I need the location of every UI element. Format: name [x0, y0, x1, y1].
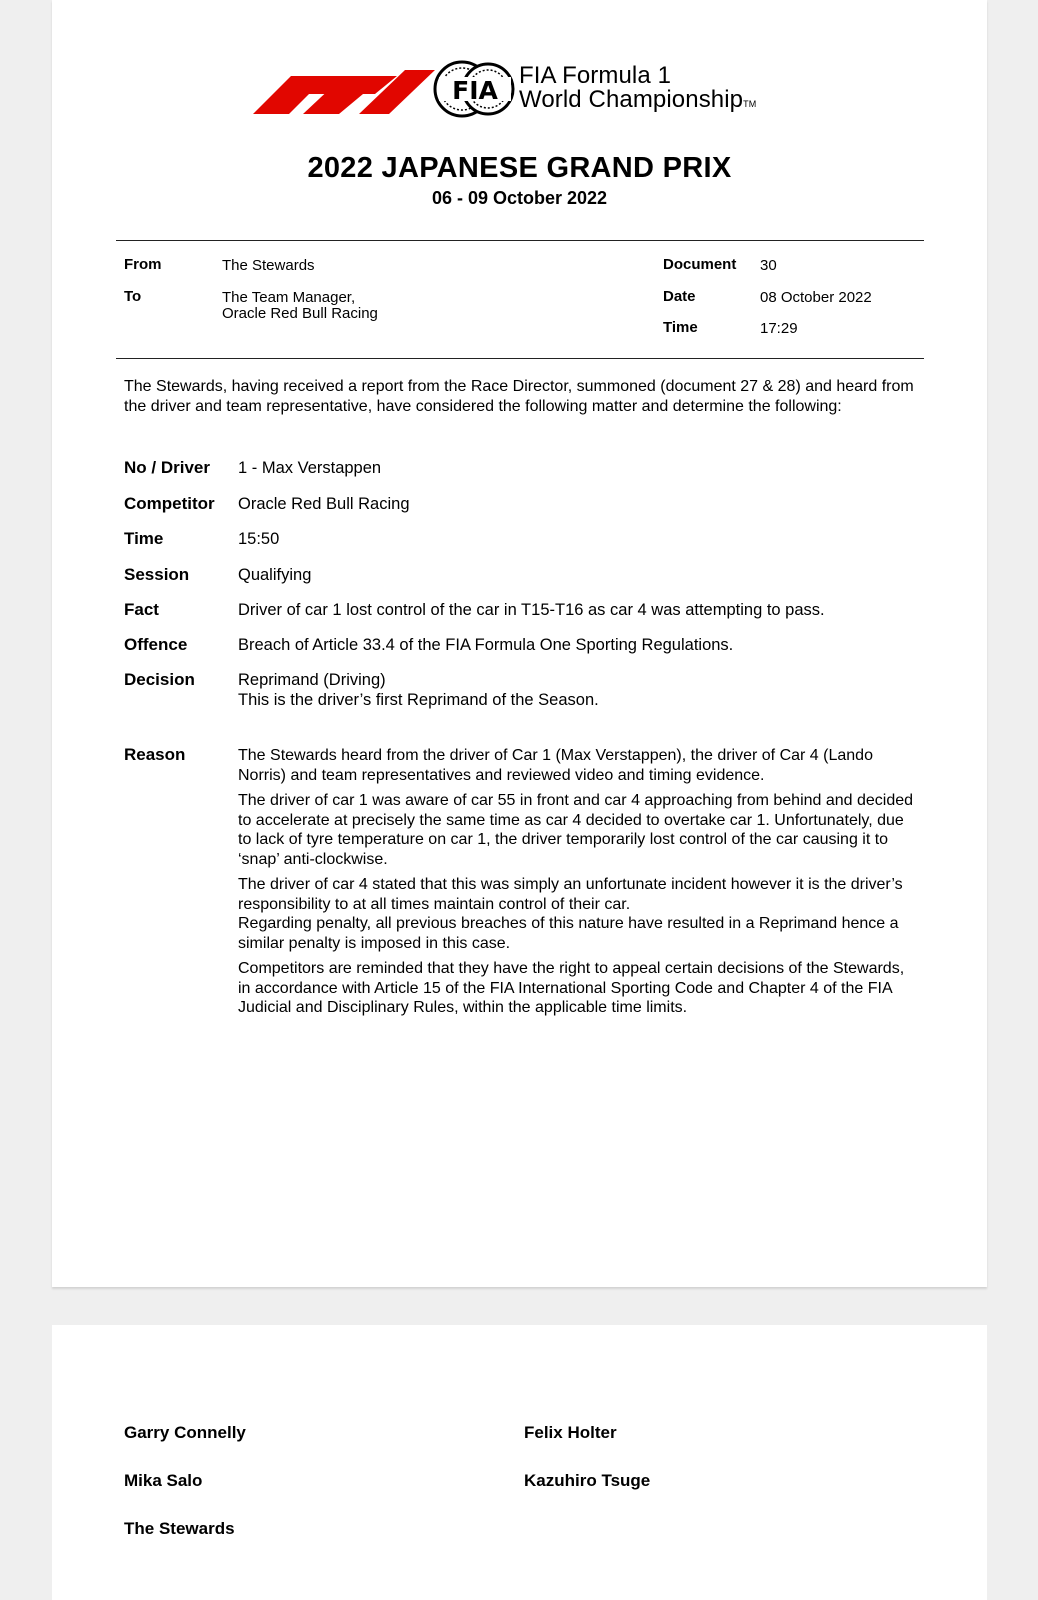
fact-label: Fact — [124, 600, 159, 619]
steward-signature: Mika Salo — [124, 1471, 203, 1490]
document-page-1 — [52, 0, 987, 1287]
competitor-label: Competitor — [124, 494, 215, 513]
divider-top — [116, 240, 924, 241]
appeal-notice: Competitors are reminded that they have the right to appeal certain decisions of the Stewards, in accordance with Article 15 of the FIA International Sporting Code and Chapter 4 of the FIA Judicial and Disciplinary Rules, within the applicable time limits. — [238, 960, 905, 1016]
driver-label: No / Driver — [124, 458, 210, 477]
intro-paragraph: The Stewards, having received a report from the Race Director, summoned (document 27 & 28) and heard from the driver and team representative, have considered the following matter and determine the following: — [124, 378, 914, 415]
decision-label: Decision — [124, 670, 195, 689]
from-value: The Stewards — [222, 257, 315, 274]
incident-time-label: Time — [124, 529, 164, 548]
svg-text:FIA: FIA — [452, 76, 498, 105]
to-label: To — [124, 288, 142, 305]
reason-text — [238, 746, 918, 1018]
decision-value: Reprimand (Driving) This is the driver’s first Reprimand of the Season. — [238, 671, 599, 709]
divider-bottom — [116, 358, 924, 359]
date-label: Date — [663, 288, 696, 305]
steward-signature: Felix Holter — [524, 1423, 617, 1442]
document-label: Document — [663, 256, 737, 273]
brand-text — [519, 64, 756, 116]
reason-paragraph: The Stewards heard from the driver of Car 1 (Max Verstappen), the driver of Car 4 (Lando Norris) and team representatives and reviewed video and timing evidence. — [238, 747, 873, 784]
reason-label: Reason — [124, 745, 186, 764]
from-label: From — [124, 256, 162, 273]
offence-label: Offence — [124, 635, 188, 654]
date-value: 08 October 2022 — [760, 289, 872, 306]
session-label: Session — [124, 565, 190, 584]
document-page-2 — [52, 1325, 987, 1600]
steward-signature: Kazuhiro Tsuge — [524, 1471, 651, 1490]
brand-line-1: FIA Formula 1 — [519, 62, 672, 89]
reason-paragraph: The driver of car 4 stated that this was simply an unfortunate incident however it is the driver’s responsibility to at all times maintain control of their car. — [238, 876, 903, 913]
steward-signature: Garry Connelly — [124, 1423, 246, 1442]
trademark: TM — [743, 99, 757, 109]
incident-time-value: 15:50 — [238, 530, 280, 548]
fact-value: Driver of car 1 lost control of the car in T15-T16 as car 4 was attempting to pass. — [238, 601, 825, 619]
stewards-footer: The Stewards — [124, 1519, 235, 1538]
document-value: 30 — [760, 257, 777, 274]
session-value: Qualifying — [238, 566, 312, 584]
header-logo — [247, 58, 807, 120]
offence-value: Breach of Article 33.4 of the FIA Formula One Sporting Regulations. — [238, 636, 734, 654]
to-value: The Team Manager, Oracle Red Bull Racing — [222, 289, 378, 322]
reason-paragraph: The driver of car 1 was aware of car 55 in front and car 4 approaching from behind and decided to accelerate at precisely the same time as car 4 decided to overtake car 1. Unfortunately, due to lack of tyre temperature on car 1, the driver temporarily lost control of the car causing it to ‘snap’ anti-clockwise. — [238, 792, 914, 868]
reason-paragraph: Regarding penalty, all previous breaches of this nature have resulted in a Reprimand hence a similar penalty is imposed in this case. — [238, 915, 899, 952]
f1-logo-icon — [247, 64, 437, 114]
page-title: 2022 JAPANESE GRAND PRIX — [307, 152, 732, 184]
brand-line-2: World ChampionshipTM — [519, 86, 757, 113]
event-dates: 06 - 09 October 2022 — [431, 188, 608, 208]
time-label: Time — [663, 319, 698, 336]
competitor-value: Oracle Red Bull Racing — [238, 495, 410, 513]
fia-emblem-icon — [433, 60, 515, 118]
driver-value: 1 - Max Verstappen — [238, 459, 382, 477]
time-value: 17:29 — [760, 320, 798, 337]
